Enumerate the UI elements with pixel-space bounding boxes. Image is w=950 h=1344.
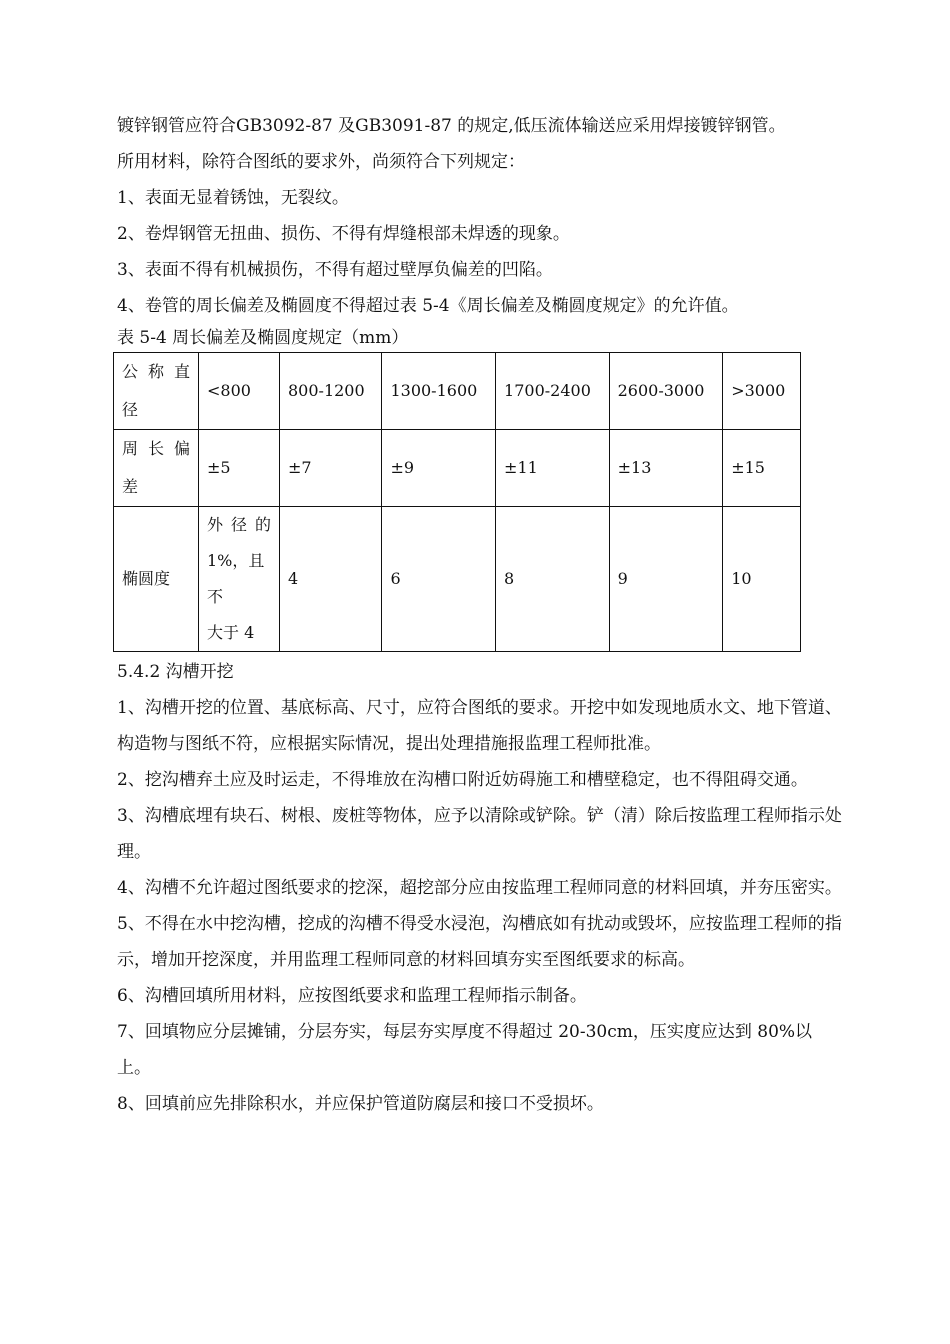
- list-item: 3、表面不得有机械损伤，不得有超过壁厚负偏差的凹陷。: [117, 260, 553, 280]
- list-item: 4、卷管的周长偏差及椭圆度不得超过表 5-4《周长偏差及椭圆度规定》的允许值。: [117, 296, 739, 316]
- table-cell: [199, 507, 280, 652]
- header-line: 差: [122, 477, 139, 496]
- table-cell: 1700-2400: [496, 353, 610, 430]
- table-cell: <800: [199, 353, 280, 430]
- list-item: 2、卷焊钢管无扭曲、损伤、不得有焊缝根部未焊透的现象。: [117, 224, 570, 244]
- table-cell: ±7: [280, 430, 382, 507]
- table-caption: 表 5-4 周长偏差及椭圆度规定（mm）: [117, 328, 409, 348]
- table-cell: ±11: [496, 430, 610, 507]
- table-cell: 4: [280, 507, 382, 652]
- table-cell: 10: [723, 507, 801, 652]
- list-item: 8、回填前应先排除积水，并应保护管道防腐层和接口不受损坏。: [117, 1094, 604, 1114]
- table-cell: ±15: [723, 430, 801, 507]
- table-cell: 6: [382, 507, 496, 652]
- list-item: 7、回填物应分层摊铺，分层夯实，每层夯实厚度不得超过 20-30cm，压实度应达到 80%以上。: [117, 1022, 813, 1078]
- paragraph-materials-intro: 所用材料，除符合图纸的要求外，尚须符合下列规定：: [117, 152, 525, 172]
- table-row: [114, 353, 801, 430]
- list-item: 6、沟槽回填所用材料，应按图纸要求和监理工程师指示制备。: [117, 986, 587, 1006]
- table-cell: ±5: [199, 430, 280, 507]
- table-cell: 800-1200: [280, 353, 382, 430]
- table-row-header: [114, 353, 199, 430]
- table-cell: 1300-1600: [382, 353, 496, 430]
- list-item: 1、沟槽开挖的位置、基底标高、尺寸，应符合图纸的要求。开挖中如发现地质水文、地下管道、构造物与图纸不符，应根据实际情况，提出处理措施报监理工程师批准。: [117, 698, 842, 754]
- document-page: [117, 108, 842, 1122]
- table-cell: 8: [496, 507, 610, 652]
- spec-table: [113, 352, 801, 652]
- cell-line: 1%，且不: [207, 551, 265, 606]
- list-item: 3、沟槽底埋有块石、树根、废桩等物体，应予以清除或铲除。铲（清）除后按监理工程师指示处理。: [117, 806, 842, 862]
- table-cell: 9: [609, 507, 723, 652]
- paragraph-pipe-standard: 镀锌钢管应符合GB3092-87 及GB3091-87 的规定,低压流体输送应采用焊接镀锌钢管。: [117, 116, 786, 136]
- table-cell: ±13: [609, 430, 723, 507]
- header-line: 径: [122, 400, 139, 419]
- table-row-header: [114, 430, 199, 507]
- table-row: [114, 430, 801, 507]
- list-item: 1、表面无显着锈蚀，无裂纹。: [117, 188, 349, 208]
- table-row-header: 椭圆度: [114, 507, 199, 652]
- list-item: 2、挖沟槽弃土应及时运走，不得堆放在沟槽口附近妨碍施工和槽壁稳定，也不得阻碍交通。: [117, 770, 808, 790]
- header-line: 周 长 偏: [122, 439, 190, 458]
- list-item: 4、沟槽不允许超过图纸要求的挖深，超挖部分应由按监理工程师同意的材料回填，并夯压密实。: [117, 878, 842, 898]
- table-cell: ±9: [382, 430, 496, 507]
- table-row: [114, 507, 801, 652]
- section-title: 5.4.2 沟槽开挖: [117, 662, 234, 682]
- cell-line: 外 径 的: [207, 515, 271, 534]
- table-cell: >3000: [723, 353, 801, 430]
- header-line: 公 称 直: [122, 362, 190, 381]
- table-cell: 2600-3000: [609, 353, 723, 430]
- cell-line: 大于 4: [207, 623, 255, 642]
- list-item: 5、不得在水中挖沟槽，挖成的沟槽不得受水浸泡，沟槽底如有扰动或毁坏，应按监理工程师的指示，增加开挖深度，并用监理工程师同意的材料回填夯实至图纸要求的标高。: [117, 914, 842, 970]
